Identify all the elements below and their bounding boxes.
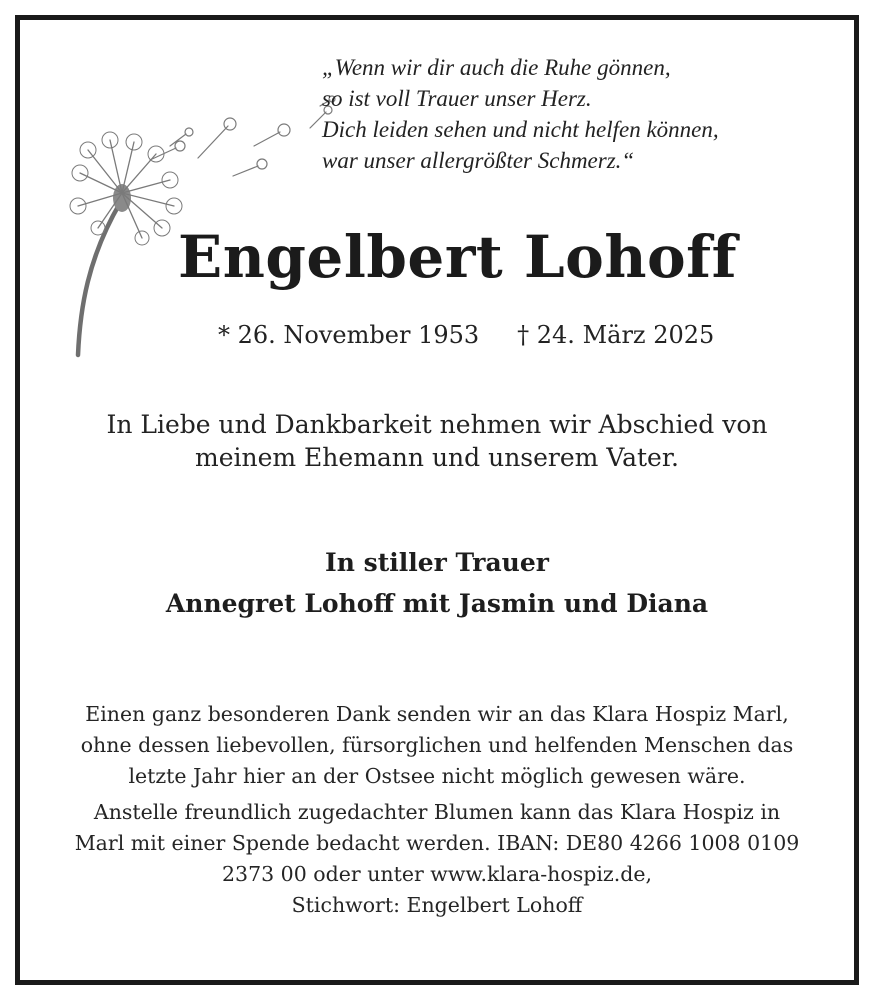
quote-line: „Wenn wir dir auch die Ruhe gönnen, xyxy=(322,55,671,80)
farewell-text xyxy=(20,408,854,474)
donation-line: 2373 00 oder unter www.klara-hospiz.de, xyxy=(222,862,652,886)
donation-text xyxy=(20,797,854,921)
quote-line: Dich leiden sehen und nicht helfen können, xyxy=(322,117,719,142)
donation-line: Anstelle freundlich zugedachter Blumen kann das Klara Hospiz in xyxy=(93,800,781,824)
birth-date: * 26. November 1953 xyxy=(218,321,480,349)
farewell-line: In Liebe und Dankbarkeit nehmen wir Abschied von xyxy=(106,410,768,439)
deceased-name: Engelbert Lohoff xyxy=(178,223,738,291)
thanks-line: letzte Jahr hier an der Ostsee nicht möglich gewesen wäre. xyxy=(128,764,746,788)
donation-line: Stichwort: Engelbert Lohoff xyxy=(291,893,583,917)
death-date: † 24. März 2025 xyxy=(517,321,715,349)
mourning-block xyxy=(20,542,854,624)
thanks-line: Einen ganz besonderen Dank senden wir an das Klara Hospiz Marl, xyxy=(85,702,789,726)
farewell-line: meinem Ehemann und unserem Vater. xyxy=(195,443,679,472)
life-dates xyxy=(218,318,778,352)
quote-line: so ist voll Trauer unser Herz. xyxy=(322,86,592,111)
thanks-text xyxy=(20,699,854,792)
donation-line: Marl mit einer Spende bedacht werden. IBAN: DE80 4266 1008 0109 xyxy=(74,831,800,855)
mourning-heading: In stiller Trauer xyxy=(325,548,549,577)
quote-line: war unser allergrößter Schmerz.“ xyxy=(322,148,635,173)
memorial-quote xyxy=(322,52,822,176)
mourning-family: Annegret Lohoff mit Jasmin und Diana xyxy=(165,589,709,618)
thanks-line: ohne dessen liebevollen, fürsorglichen und helfenden Menschen das xyxy=(80,733,794,757)
